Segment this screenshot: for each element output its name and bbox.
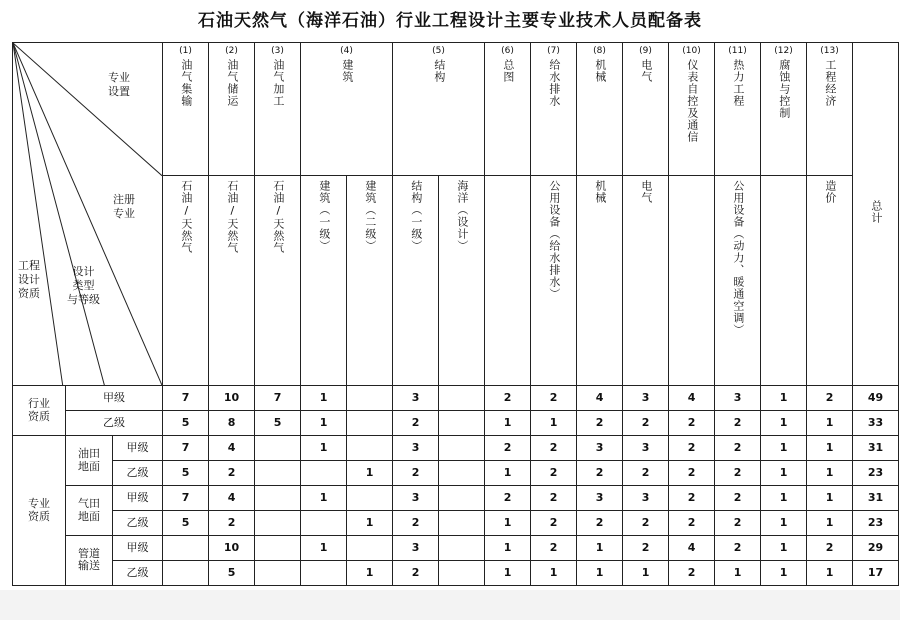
value-cell: 1 [485,511,531,536]
value-cell [439,486,485,511]
value-cell: 7 [255,386,301,411]
table-row [13,461,899,486]
specialty-name: 给水排水 [547,59,561,107]
total-cell: 31 [853,486,899,511]
value-cell: 2 [715,411,761,436]
table-row [13,535,899,560]
grade-cell: 甲级 [113,436,163,461]
value-cell: 1 [301,486,347,511]
specialty-header [393,43,485,176]
total-cell: 29 [853,535,899,560]
value-cell: 3 [393,535,439,560]
value-cell: 5 [163,411,209,436]
specialty-name: 机械 [593,59,607,83]
value-cell [439,511,485,536]
total-cell: 49 [853,386,899,411]
registered-specialty-text: 电气 [639,180,653,205]
value-cell: 2 [531,511,577,536]
qualification-group: 行业 资质 [13,386,66,436]
grade-cell: 乙级 [113,511,163,536]
value-cell [255,560,301,585]
specialty-header [209,43,255,176]
value-cell: 2 [715,461,761,486]
value-cell: 5 [209,560,255,585]
specialty-name: 结构 [432,59,446,83]
value-cell: 1 [807,411,853,436]
table-row [13,560,899,585]
value-cell: 3 [393,436,439,461]
value-cell: 5 [255,411,301,436]
value-cell: 1 [485,535,531,560]
value-cell: 1 [577,535,623,560]
specialty-name: 仪表自控及通信 [685,59,699,143]
design-type-cell: 油田 地面 [66,436,113,486]
value-cell: 1 [347,560,393,585]
value-cell: 1 [531,411,577,436]
value-cell: 1 [485,461,531,486]
value-cell: 1 [485,411,531,436]
grade-cell: 甲级 [113,486,163,511]
value-cell: 4 [209,436,255,461]
value-cell: 2 [577,411,623,436]
value-cell: 1 [347,461,393,486]
value-cell [163,560,209,585]
corner-label-qualification: 工程 设计 资质 [18,259,40,300]
value-cell: 2 [485,486,531,511]
value-cell: 2 [669,461,715,486]
value-cell [347,535,393,560]
specialty-header [715,43,761,176]
value-cell: 4 [209,486,255,511]
value-cell: 2 [209,461,255,486]
design-type-cell: 气田 地面 [66,486,113,536]
design-type-cell: 管道 输送 [66,535,113,585]
value-cell: 2 [531,461,577,486]
value-cell: 1 [807,560,853,585]
value-cell: 4 [669,386,715,411]
value-cell: 1 [715,560,761,585]
value-cell: 2 [715,486,761,511]
specialty-header [485,43,531,176]
value-cell: 7 [163,486,209,511]
value-cell: 2 [531,386,577,411]
value-cell [255,535,301,560]
registered-specialty [347,176,393,386]
table-row [13,436,899,461]
value-cell [255,461,301,486]
value-cell: 2 [669,411,715,436]
registered-specialty-text: 石油/天然气 [179,180,193,255]
specialty-name: 油气集输 [179,59,193,107]
value-cell [255,436,301,461]
registered-specialty [761,176,807,386]
value-cell: 3 [577,486,623,511]
value-cell: 2 [807,535,853,560]
registered-specialty-text: 海洋（设计） [455,180,469,253]
value-cell: 1 [623,560,669,585]
specialty-header [761,43,807,176]
value-cell: 1 [807,486,853,511]
value-cell: 1 [761,535,807,560]
value-cell: 2 [669,560,715,585]
registered-specialty [577,176,623,386]
specialty-name: 总图 [501,59,515,83]
value-cell: 4 [669,535,715,560]
value-cell [347,486,393,511]
value-cell [255,486,301,511]
value-cell: 2 [669,436,715,461]
specialty-number: (10) [682,46,701,56]
specialty-number: (9) [639,46,652,56]
value-cell [347,411,393,436]
page-title: 石油天然气（海洋石油）行业工程设计主要专业技术人员配备表 [198,11,702,31]
value-cell: 3 [623,436,669,461]
total-cell: 23 [853,511,899,536]
value-cell: 3 [623,386,669,411]
registered-specialty-text: 公用设备（动力、暖通空调） [731,180,745,337]
specialty-name: 油气储运 [225,59,239,107]
grade-cell: 乙级 [113,461,163,486]
total-header [853,43,899,386]
specialty-number: (6) [501,46,514,56]
value-cell: 3 [393,386,439,411]
value-cell: 8 [209,411,255,436]
total-cell: 33 [853,411,899,436]
registered-specialty-text: 建筑（一级） [317,180,331,253]
grade-cell: 甲级 [113,535,163,560]
grade-cell: 甲级 [66,386,163,411]
registered-specialty [715,176,761,386]
registered-specialty [807,176,853,386]
value-cell [347,386,393,411]
specialty-number: (11) [728,46,747,56]
value-cell: 1 [761,411,807,436]
specialty-header [255,43,301,176]
registered-specialty [531,176,577,386]
value-cell [439,461,485,486]
specialty-name: 建筑 [340,59,354,83]
specialty-name: 电气 [639,59,653,83]
value-cell: 2 [209,511,255,536]
value-cell [347,436,393,461]
value-cell: 1 [301,535,347,560]
value-cell: 2 [531,535,577,560]
registered-specialty-text: 结构（一级） [409,180,423,253]
value-cell: 2 [623,461,669,486]
value-cell [301,511,347,536]
value-cell: 3 [393,486,439,511]
value-cell: 1 [531,560,577,585]
specialty-header [807,43,853,176]
header-row-specialties [13,43,899,176]
registered-specialty-text: 机械 [593,180,607,205]
specialty-number: (4) [340,46,353,56]
value-cell: 2 [531,436,577,461]
value-cell: 2 [393,411,439,436]
value-cell: 2 [807,386,853,411]
table-corner [13,43,163,386]
specialty-number: (12) [774,46,793,56]
total-label: 总计 [869,200,883,225]
value-cell [163,535,209,560]
value-cell: 2 [623,535,669,560]
value-cell: 1 [807,436,853,461]
registered-specialty [669,176,715,386]
specialty-number: (7) [547,46,560,56]
value-cell: 1 [761,511,807,536]
specialty-name: 腐蚀与控制 [777,59,791,119]
specialty-header [669,43,715,176]
value-cell: 10 [209,535,255,560]
specialty-number: (1) [179,46,192,56]
value-cell: 2 [715,511,761,536]
table-row [13,486,899,511]
registered-specialty [301,176,347,386]
value-cell: 2 [715,535,761,560]
value-cell [439,560,485,585]
value-cell: 2 [669,486,715,511]
registered-specialty-text: 建筑（二级） [363,180,377,253]
qualification-group: 专业 资质 [13,436,66,586]
value-cell [301,560,347,585]
registered-specialty [485,176,531,386]
total-cell: 23 [853,461,899,486]
value-cell: 2 [485,436,531,461]
value-cell: 1 [807,461,853,486]
value-cell: 10 [209,386,255,411]
table-row [13,511,899,536]
value-cell: 7 [163,436,209,461]
value-cell: 1 [485,560,531,585]
specialty-header [623,43,669,176]
value-cell: 1 [807,511,853,536]
value-cell: 3 [715,386,761,411]
specialty-name: 工程经济 [823,59,837,107]
value-cell: 1 [577,560,623,585]
value-cell: 1 [761,560,807,585]
specialty-number: (8) [593,46,606,56]
value-cell: 2 [623,511,669,536]
value-cell: 2 [393,461,439,486]
table-row [13,411,899,436]
registered-specialty [209,176,255,386]
value-cell: 5 [163,511,209,536]
table-row [13,386,899,411]
value-cell [255,511,301,536]
registered-specialty [439,176,485,386]
value-cell: 2 [577,511,623,536]
value-cell: 1 [301,411,347,436]
value-cell [439,386,485,411]
total-cell: 31 [853,436,899,461]
value-cell: 7 [163,386,209,411]
value-cell: 1 [301,436,347,461]
registered-specialty [393,176,439,386]
specialty-header [301,43,393,176]
specialty-number: (13) [820,46,839,56]
value-cell: 1 [301,386,347,411]
value-cell [301,461,347,486]
specialty-number: (2) [225,46,238,56]
value-cell: 5 [163,461,209,486]
value-cell: 2 [531,486,577,511]
specialty-number: (5) [432,46,445,56]
registered-specialty [623,176,669,386]
corner-label-design-type-level: 设计 类型 与等级 [67,265,100,306]
value-cell [439,535,485,560]
specialty-name: 热力工程 [731,59,745,107]
value-cell: 4 [577,386,623,411]
specialty-header [163,43,209,176]
registered-specialty-text: 石油/天然气 [225,180,239,255]
corner-label-registered-specialty: 注册 专业 [113,193,135,220]
value-cell: 1 [761,436,807,461]
corner-diagonals [13,43,162,385]
value-cell: 1 [761,461,807,486]
staffing-table [12,42,899,586]
total-cell: 17 [853,560,899,585]
value-cell: 2 [669,511,715,536]
value-cell: 3 [577,436,623,461]
grade-cell: 乙级 [113,560,163,585]
specialty-header [577,43,623,176]
grade-cell: 乙级 [66,411,163,436]
value-cell: 2 [393,511,439,536]
value-cell: 1 [347,511,393,536]
value-cell: 1 [761,486,807,511]
value-cell: 2 [577,461,623,486]
value-cell: 2 [485,386,531,411]
value-cell [439,411,485,436]
value-cell: 1 [761,386,807,411]
registered-specialty [163,176,209,386]
registered-specialty-text: 造价 [823,180,837,205]
bottom-band [0,590,900,620]
value-cell: 2 [623,411,669,436]
value-cell [439,436,485,461]
specialty-header [531,43,577,176]
registered-specialty [255,176,301,386]
registered-specialty-text: 公用设备（给水排水） [547,180,561,301]
specialty-number: (3) [271,46,284,56]
corner-label-specialty-setup: 专业 设置 [108,71,130,98]
specialty-name: 油气加工 [271,59,285,107]
value-cell: 3 [623,486,669,511]
value-cell: 2 [393,560,439,585]
value-cell: 2 [715,436,761,461]
registered-specialty-text: 石油/天然气 [271,180,285,255]
